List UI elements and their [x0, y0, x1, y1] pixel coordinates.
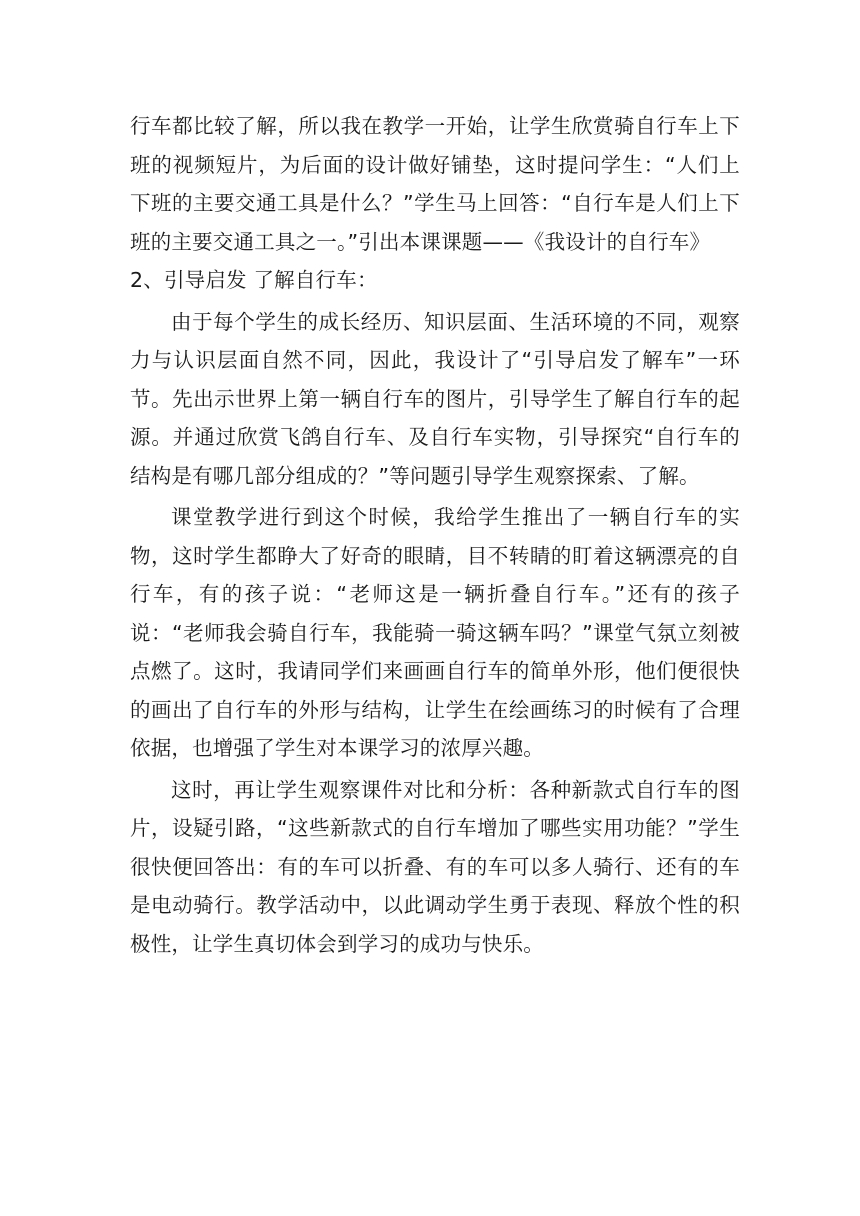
document-body [130, 107, 740, 963]
paragraph-new-styles: 这时，再让学生观察课件对比和分析：各种新款式自行车的图片，设疑引路，“这些新款式的自行车增加了哪些实用功能？”学生很快便回答出：有的车可以折叠、有的车可以多人骑行、还有的车是电动骑行。教学活动中，以此调动学生勇于表现、释放个性的积极性，让学生真切体会到学习的成功与快乐。 [130, 777, 740, 956]
paragraph-classroom: 课堂教学进行到这个时候，我给学生推出了一辆自行车的实物，这时学生都睁大了好奇的眼睛，目不转睛的盯着这辆漂亮的自行车，有的孩子说：“老师这是一辆折叠自行车。”还有的孩子说：“老师我会骑自行车，我能骑一骑这辆车吗？”课堂气氛立刻被点燃了。这时，我请同学们来画画自行车的简单外形，他们便很快的画出了自行车的外形与结构，让学生在绘画练习的时候有了合理依据，也增强了学生对本课学习的浓厚兴趣。 [130, 505, 740, 760]
section-heading: 2、引导启发 了解自行车： [130, 268, 378, 292]
paragraph-intro-continuation: 行车都比较了解，所以我在教学一开始，让学生欣赏骑自行车上下班的视频短片，为后面的设计做好铺垫，这时提问学生：“人们上下班的主要交通工具是什么？”学生马上回答：“自行车是人们上下班的主要交通工具之一。”引出本课课题——《我设计的自行车》 [130, 114, 740, 254]
paragraph-observation: 由于每个学生的成长经历、知识层面、生活环境的不同，观察力与认识层面自然不同，因此，我设计了“引导启发了解车”一环节。先出示世界上第一辆自行车的图片，引导学生了解自行车的起源。并通过欣赏飞鸽自行车、及自行车实物，引导探究“自行车的结构是有哪几部分组成的？”等问题引导学生观察探索、了解。 [130, 309, 740, 488]
